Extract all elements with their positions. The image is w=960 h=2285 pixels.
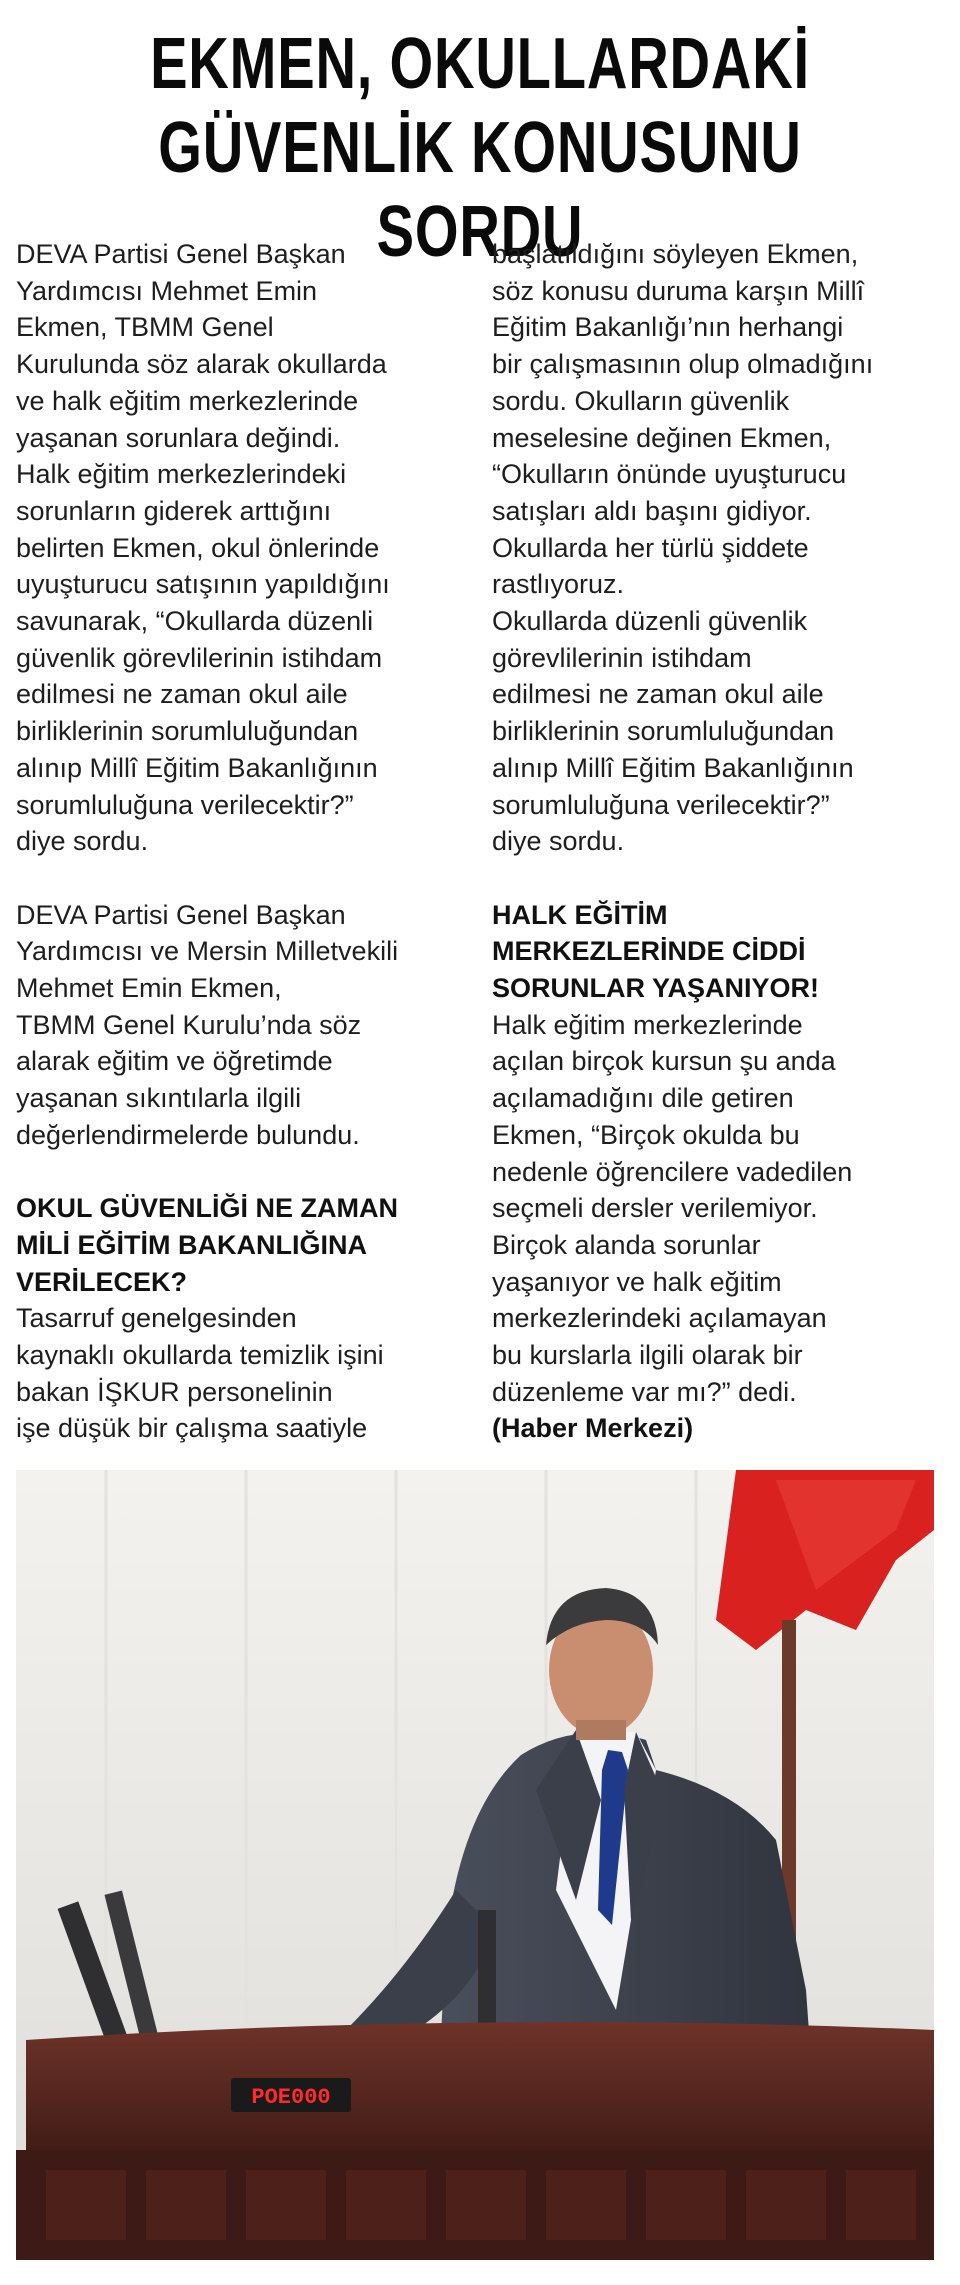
right-paragraph-2: Halk eğitim merkezlerinde açılan birçok kursun şu anda açılamadığını dile getiren Ekmen, “Birçok okulda bu nedenle öğrencilere vadedilen seçmeli dersler verilemiyor. Birçok alanda sorunlar yaşanıyor ve halk eğitim merkezlerindeki açılamayan bu kurslarla ilgili olarak bir düzenleme var mı?” dedi.	[492, 1009, 853, 1407]
right-paragraph-1: başlatıldığını söyleyen Ekmen, söz konusu duruma karşın Millî Eğitim Bakanlığı’nın herhangi bir çalışmasının olup olmadığını sordu. Okulların güvenlik meselesine değinen Ekmen, “Okulların önünde uyuşturucu satışları aldı başını gidiyor. Okullarda her türlü şiddete rastlıyoruz. Okullarda düzenli güvenlik görevlilerinin istihdam edilmesi ne zaman okul aile birliklerinin sorumluluğundan alınıp Millî Eğitim Bakanlığının sorumluluğuna verilecektir?” diye sordu.	[492, 239, 874, 857]
photo-illustration	[16, 1470, 934, 2260]
podium-display-text: POE000	[251, 2085, 331, 2110]
left-column	[16, 236, 456, 1447]
podium	[26, 2022, 934, 2163]
speaker-neck	[576, 1720, 626, 1740]
headline-line-1: EKMEN, OKULLARDAKİ	[150, 24, 810, 104]
subheading-public-education: HALK EĞİTİM MERKEZLERİNDE CİDDİ SORUNLAR YAŞANIYOR!	[492, 899, 820, 1004]
subheading-school-security: OKUL GÜVENLİĞİ NE ZAMAN MİLİ EĞİTİM BAKANLIĞINA VERİLECEK?	[16, 1193, 399, 1297]
podium-panels	[46, 2170, 916, 2240]
left-paragraph-3: Tasarruf genelgesinden kaynaklı okullarda temizlik işini bakan İŞKUR personelinin işe düşük bir çalışma saatiyle	[16, 1303, 384, 1444]
headline-line-2: GÜVENLİK KONUSUNU SORDU	[158, 108, 802, 272]
right-column	[492, 236, 932, 1447]
news-credit: (Haber Merkezi)	[492, 1413, 694, 1444]
left-paragraph-1: DEVA Partisi Genel Başkan Yardımcısı Mehmet Emin Ekmen, TBMM Genel Kurulunda söz alarak okullarda ve halk eğitim merkezlerinde yaşanan sorunlara değindi. Halk eğitim merkezlerindeki sorunların giderek arttığını belirten Ekmen, okul önlerinde uyuşturucu satışının yapıldığını savunarak, “Okullarda düzenli güvenlik görevlilerinin istihdam edilmesi ne zaman okul aile birliklerinin sorumluluğundan alınıp Millî Eğitim Bakanlığının sorumluluğuna verilecektir?” diye sordu.	[16, 239, 390, 857]
article-photo	[16, 1470, 934, 2260]
paragraph-gap	[492, 860, 932, 897]
paragraph-gap	[16, 1154, 456, 1191]
left-paragraph-2: DEVA Partisi Genel Başkan Yardımcısı ve Mersin Milletvekili Mehmet Emin Ekmen, TBMM Genel Kurulu’nda söz alarak eğitim ve öğretimde yaşanan sıkıntılarla ilgili değerlendirmelerde bulundu.	[16, 899, 399, 1150]
paragraph-gap	[16, 860, 456, 897]
